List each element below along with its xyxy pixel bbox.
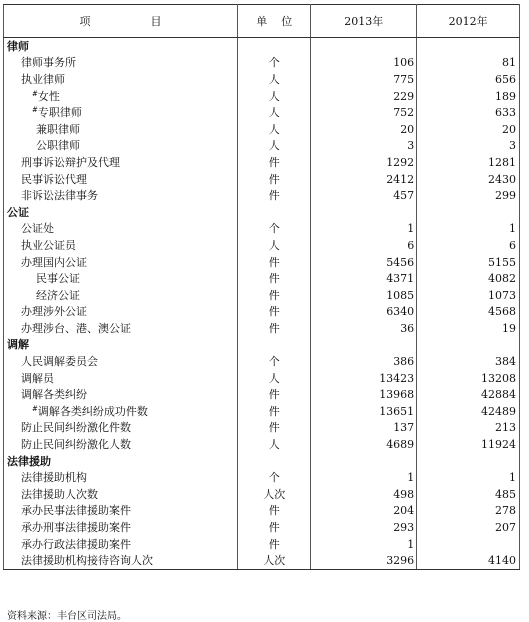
row-value-2013: 1292: [311, 154, 417, 171]
row-value-2012: 19: [417, 320, 520, 337]
row-value-2013: 3: [311, 138, 417, 155]
row-value-2012: [417, 536, 520, 553]
section-empty-cell: [238, 337, 311, 354]
row-unit: 人: [238, 436, 311, 453]
row-value-2012: 13208: [417, 370, 520, 387]
row-label-cell: [4, 420, 238, 437]
table-row: [4, 503, 520, 520]
section-title: 律师: [4, 38, 238, 55]
row-label-cell: [4, 88, 238, 105]
row-value-2013: 13651: [311, 403, 417, 420]
section-empty-cell: [238, 204, 311, 221]
row-value-2013: 5456: [311, 254, 417, 271]
row-label-cell: [4, 287, 238, 304]
row-label-cell: [4, 469, 238, 486]
row-value-2013: 775: [311, 71, 417, 88]
row-unit: 人: [238, 104, 311, 121]
table-row: [4, 536, 520, 553]
table-row: [4, 469, 520, 486]
section-row: [4, 453, 520, 470]
row-value-2012: 278: [417, 503, 520, 520]
table-row: [4, 370, 520, 387]
row-value-2012: 81: [417, 55, 520, 72]
row-unit: 人: [238, 138, 311, 155]
section-title: 法律援助: [4, 453, 238, 470]
row-label: 专职律师: [37, 106, 82, 120]
row-value-2013: 20: [311, 121, 417, 138]
row-label-cell: [4, 503, 238, 520]
row-label-cell: [4, 121, 238, 138]
row-value-2012: 213: [417, 420, 520, 437]
row-unit: 件: [238, 187, 311, 204]
row-value-2012: 207: [417, 519, 520, 536]
table-row: [4, 403, 520, 420]
row-label-cell: [4, 320, 238, 337]
statistics-table: [3, 4, 520, 570]
row-value-2013: 6340: [311, 304, 417, 321]
table-row: [4, 552, 520, 569]
row-label-cell: [4, 552, 238, 569]
row-value-2012: 1073: [417, 287, 520, 304]
row-label: 民事公证: [36, 272, 80, 286]
row-value-2013: 4689: [311, 436, 417, 453]
table-row: [4, 270, 520, 287]
row-unit: 人: [238, 237, 311, 254]
table-row: [4, 121, 520, 138]
row-value-2012: 42884: [417, 386, 520, 403]
row-value-2012: 4568: [417, 304, 520, 321]
table-row: [4, 287, 520, 304]
row-value-2012: 11924: [417, 436, 520, 453]
row-value-2012: 633: [417, 104, 520, 121]
row-unit: 件: [238, 536, 311, 553]
row-label-cell: [4, 536, 238, 553]
header-unit-right: 位: [281, 14, 293, 28]
row-label-cell: [4, 486, 238, 503]
row-label: 承办民事法律援助案件: [21, 504, 131, 518]
row-label: 女性: [37, 89, 60, 103]
row-label: 办理涉外公证: [21, 305, 87, 319]
table-row: [4, 154, 520, 171]
row-value-2013: 2412: [311, 171, 417, 188]
row-unit: 件: [238, 154, 311, 171]
row-value-2013: 1: [311, 221, 417, 238]
header-year-2013: 2013年: [311, 5, 417, 38]
table-row: [4, 171, 520, 188]
row-label: 经济公证: [36, 288, 80, 302]
table-row: [4, 386, 520, 403]
row-value-2013: 1: [311, 536, 417, 553]
row-label: 防止民间纠纷激化人数: [21, 438, 131, 452]
row-unit: 件: [238, 287, 311, 304]
row-unit: 件: [238, 386, 311, 403]
row-label: 承办行政法律援助案件: [21, 537, 131, 551]
row-label: 人民调解委员会: [21, 355, 98, 369]
row-label-cell: [4, 104, 238, 121]
row-unit: 件: [238, 171, 311, 188]
row-label-cell: [4, 353, 238, 370]
row-unit: 人: [238, 121, 311, 138]
row-value-2013: 4371: [311, 270, 417, 287]
row-value-2013: 13968: [311, 386, 417, 403]
row-label: 民事诉讼代理: [21, 172, 87, 186]
table-row: [4, 486, 520, 503]
header-year-2012: 2012年: [417, 5, 520, 38]
row-unit: 个: [238, 469, 311, 486]
row-label-cell: [4, 370, 238, 387]
row-unit: 件: [238, 420, 311, 437]
row-unit: 人: [238, 370, 311, 387]
row-label: 防止民间纠纷激化件数: [21, 421, 131, 435]
row-value-2012: 42489: [417, 403, 520, 420]
row-label-cell: [4, 237, 238, 254]
row-value-2012: 1: [417, 469, 520, 486]
row-unit: 人: [238, 88, 311, 105]
section-empty-cell: [417, 337, 520, 354]
row-value-2013: 6: [311, 237, 417, 254]
row-unit: 个: [238, 353, 311, 370]
row-label-cell: [4, 270, 238, 287]
table-row: [4, 55, 520, 72]
section-empty-cell: [238, 453, 311, 470]
row-unit: 件: [238, 320, 311, 337]
row-value-2012: 4140: [417, 552, 520, 569]
row-value-2012: 656: [417, 71, 520, 88]
table-row: [4, 138, 520, 155]
row-label: 办理涉台、港、澳公证: [21, 321, 131, 335]
table-row: [4, 88, 520, 105]
section-empty-cell: [311, 204, 417, 221]
statistics-table-container: [3, 4, 522, 622]
row-label: 律师事务所: [21, 56, 76, 70]
row-label: 承办刑事法律援助案件: [21, 521, 131, 535]
section-empty-cell: [417, 204, 520, 221]
row-label-cell: [4, 386, 238, 403]
section-row: [4, 38, 520, 55]
row-label-cell: [4, 221, 238, 238]
table-row: [4, 71, 520, 88]
row-unit: 件: [238, 254, 311, 271]
row-value-2012: 2430: [417, 171, 520, 188]
row-value-2012: 3: [417, 138, 520, 155]
table-row: [4, 420, 520, 437]
row-value-2012: 1: [417, 221, 520, 238]
row-label: 公证处: [21, 222, 54, 236]
source-footnote: 资料来源：丰台区司法局。: [7, 611, 127, 622]
row-label-cell: [4, 436, 238, 453]
table-row: [4, 237, 520, 254]
row-value-2013: 498: [311, 486, 417, 503]
row-label: 非诉讼法律事务: [21, 189, 98, 203]
row-value-2013: 752: [311, 104, 417, 121]
row-value-2013: 1: [311, 469, 417, 486]
row-value-2012: 485: [417, 486, 520, 503]
row-label-cell: [4, 304, 238, 321]
table-row: [4, 187, 520, 204]
row-mark: #: [32, 106, 38, 115]
row-value-2013: 1085: [311, 287, 417, 304]
header-item-right: 目: [150, 14, 162, 28]
row-label: 法律援助机构: [21, 471, 87, 485]
row-unit: 个: [238, 221, 311, 238]
row-unit: 件: [238, 503, 311, 520]
row-label-cell: [4, 403, 238, 420]
row-label: 法律援助机构接待咨询人次: [21, 554, 153, 568]
row-value-2013: 3296: [311, 552, 417, 569]
row-label: 公职律师: [36, 139, 80, 153]
row-unit: 人次: [238, 486, 311, 503]
row-unit: 人次: [238, 552, 311, 569]
table-row: [4, 254, 520, 271]
row-value-2012: 189: [417, 88, 520, 105]
header-item: [4, 5, 238, 38]
row-value-2012: 5155: [417, 254, 520, 271]
row-label: 调解员: [21, 371, 54, 385]
row-label-cell: [4, 55, 238, 72]
row-value-2013: 293: [311, 519, 417, 536]
row-value-2013: 229: [311, 88, 417, 105]
row-unit: 件: [238, 304, 311, 321]
row-value-2013: 457: [311, 187, 417, 204]
row-value-2013: 204: [311, 503, 417, 520]
row-label: 执业律师: [21, 72, 65, 86]
row-value-2012: 1281: [417, 154, 520, 171]
row-label-cell: [4, 71, 238, 88]
section-empty-cell: [417, 38, 520, 55]
row-label: 调解各类纠纷成功件数: [37, 404, 148, 418]
row-label-cell: [4, 187, 238, 204]
row-mark: #: [32, 89, 38, 98]
row-value-2013: 386: [311, 353, 417, 370]
table-row: [4, 353, 520, 370]
header-unit-left: 单: [256, 14, 268, 28]
row-label-cell: [4, 519, 238, 536]
row-value-2012: 20: [417, 121, 520, 138]
section-empty-cell: [311, 453, 417, 470]
table-row: [4, 320, 520, 337]
row-value-2012: 4082: [417, 270, 520, 287]
row-unit: 件: [238, 403, 311, 420]
row-value-2013: 106: [311, 55, 417, 72]
section-empty-cell: [238, 38, 311, 55]
table-row: [4, 221, 520, 238]
section-row: [4, 204, 520, 221]
table-row: [4, 304, 520, 321]
row-value-2012: 6: [417, 237, 520, 254]
row-unit: 人: [238, 71, 311, 88]
row-unit: 件: [238, 519, 311, 536]
row-label-cell: [4, 138, 238, 155]
section-title: 公证: [4, 204, 238, 221]
section-empty-cell: [311, 38, 417, 55]
row-value-2013: 36: [311, 320, 417, 337]
section-row: [4, 337, 520, 354]
header-unit: [238, 5, 311, 38]
row-label-cell: [4, 254, 238, 271]
row-label: 执业公证员: [21, 238, 76, 252]
row-unit: 件: [238, 270, 311, 287]
section-title: 调解: [4, 337, 238, 354]
row-mark: #: [32, 404, 38, 413]
row-value-2012: 384: [417, 353, 520, 370]
table-row: [4, 104, 520, 121]
section-empty-cell: [417, 453, 520, 470]
table-row: [4, 436, 520, 453]
row-label-cell: [4, 154, 238, 171]
row-unit: 个: [238, 55, 311, 72]
row-label: 办理国内公证: [21, 255, 87, 269]
row-label-cell: [4, 171, 238, 188]
row-label: 调解各类纠纷: [21, 388, 87, 402]
row-label: 兼职律师: [36, 122, 80, 136]
row-value-2013: 13423: [311, 370, 417, 387]
header-item-left: 项: [79, 14, 91, 28]
row-label: 刑事诉讼辩护及代理: [21, 155, 120, 169]
row-label: 法律援助人次数: [21, 487, 98, 501]
row-value-2013: 137: [311, 420, 417, 437]
row-value-2012: 299: [417, 187, 520, 204]
table-row: [4, 519, 520, 536]
section-empty-cell: [311, 337, 417, 354]
table-header-row: [4, 5, 520, 38]
